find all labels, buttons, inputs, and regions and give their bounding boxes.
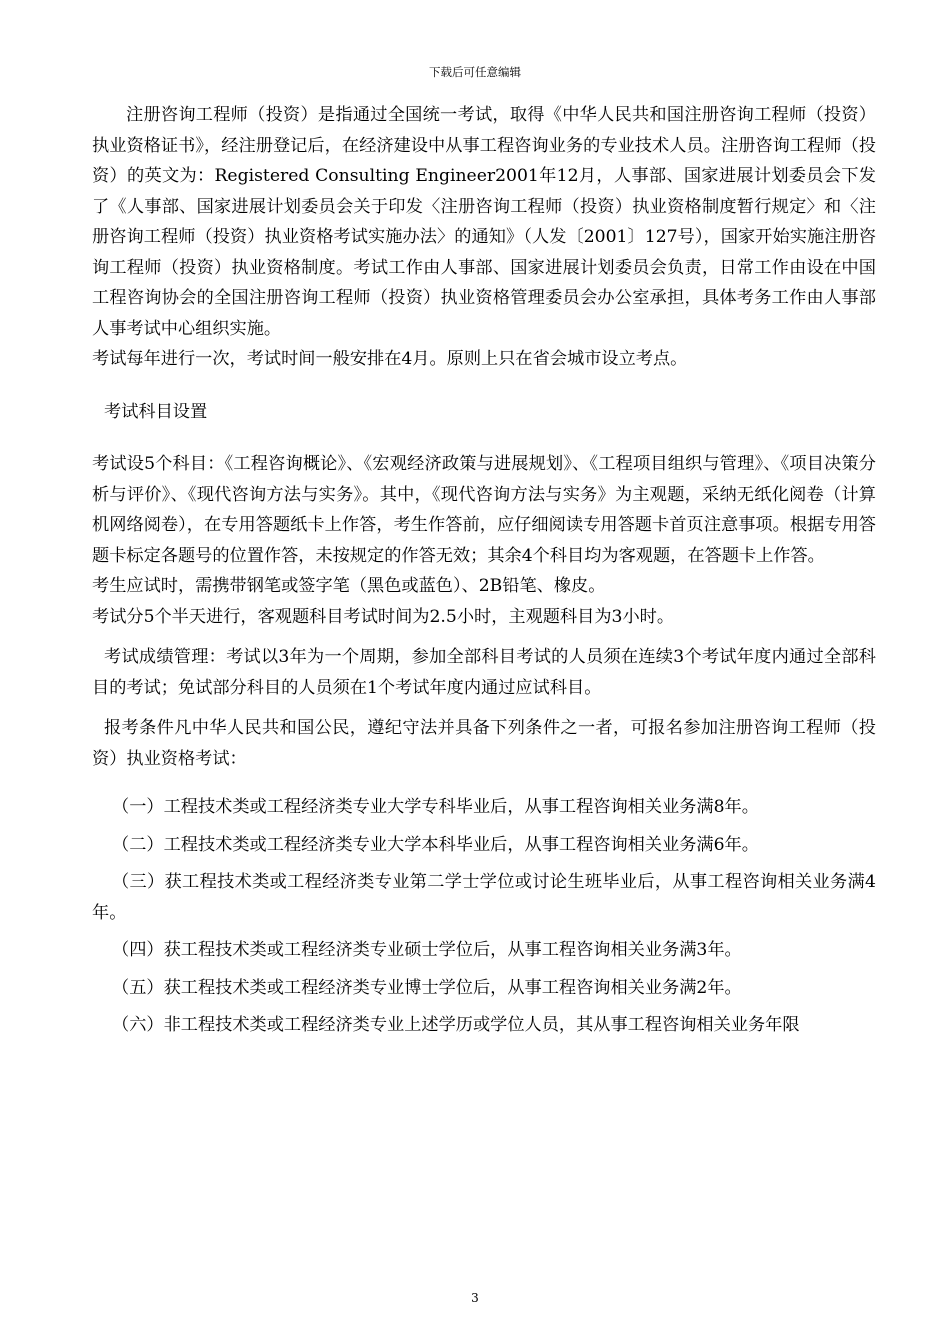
requirements-paragraph: 报考条件凡中华人民共和国公民，遵纪守法并具备下列条件之一者，可报名参加注册咨询工程师（投资）执业资格考试： (92, 718, 876, 769)
page-number: 3 (471, 1291, 479, 1305)
exam-schedule-paragraph: 考试每年进行一次，考试时间一般安排在4月。原则上只在省会城市设立考点。 (92, 349, 688, 369)
condition-item: （二）工程技术类或工程经济类专业大学本科毕业后，从事工程咨询相关业务满6年。 (112, 834, 759, 855)
condition-item: （五）获工程技术类或工程经济类专业博士学位后，从事工程咨询相关业务满2年。 (112, 977, 742, 998)
subjects-paragraph: 考试设5个科目：《工程咨询概论》、《宏观经济政策与进展规划》、《工程项目组织与管理》、《项目决策分析与评价》、《现代咨询方法与实务》。其中，《现代咨询方法与实务》为主观题，采纳无纸化阅卷（计算机网络阅卷），在专用答题纸卡上作答，考生作答前，应仔细阅读专用答题卡首页注意事项。根据专用答题卡标定各题号的位置作答，未按规定的作答无效；其余4个科目均为客观题，在答题卡上作答。 (92, 454, 876, 566)
score-management-paragraph: 考试成绩管理：考试以3年为一个周期，参加全部科目考试的人员须在连续3个考试年度内通过全部科目的考试；免试部分科目的人员须在1个考试年度内通过应试科目。 (92, 647, 876, 698)
document-body (92, 100, 876, 1041)
page-header: 下载后可任意编辑 (429, 65, 521, 79)
condition-item: （三）获工程技术类或工程经济类专业第二学士学位或讨论生班毕业后，从事工程咨询相关业务满4年。 (92, 872, 876, 923)
condition-item: （六）非工程技术类或工程经济类专业上述学历或学位人员，其从事工程咨询相关业务年限 (112, 1015, 800, 1035)
condition-item: （四）获工程技术类或工程经济类专业硕士学位后，从事工程咨询相关业务满3年。 (112, 940, 742, 960)
supplies-paragraph: 考生应试时，需携带钢笔或签字笔（黑色或蓝色）、2B铅笔、橡皮。 (92, 576, 606, 596)
duration-paragraph: 考试分5个半天进行，客观题科目考试时间为2.5小时，主观题科目为3小时。 (92, 606, 675, 627)
intro-paragraph: 注册咨询工程师（投资）是指通过全国统一考试，取得《中华人民共和国注册咨询工程师（投资）执业资格证书》，经注册登记后，在经济建设中从事工程咨询业务的专业技术人员。注册咨询工程师（投资）的英文为：Registered Consulting Engineer2001年12月，人事部、国家进展计划委员会下发了《人事部、国家进展计划委员会关于印发〈注册咨询工程师（投资）执业资格制度暂行规定〉和〈注册咨询工程师（投资）执业资格考试实施办法〉的通知》（人发〔2001〕127号），国家开始实施注册咨询工程师（投资）执业资格制度。考试工作由人事部、国家进展计划委员会负责，日常工作由设在中国工程咨询协会的全国注册咨询工程师（投资）执业资格管理委员会办公室承担，具体考务工作由人事部人事考试中心组织实施。 (92, 105, 876, 339)
condition-item: （一）工程技术类或工程经济类专业大学专科毕业后，从事工程咨询相关业务满8年。 (112, 797, 759, 817)
subjects-heading: 考试科目设置 (104, 401, 208, 422)
